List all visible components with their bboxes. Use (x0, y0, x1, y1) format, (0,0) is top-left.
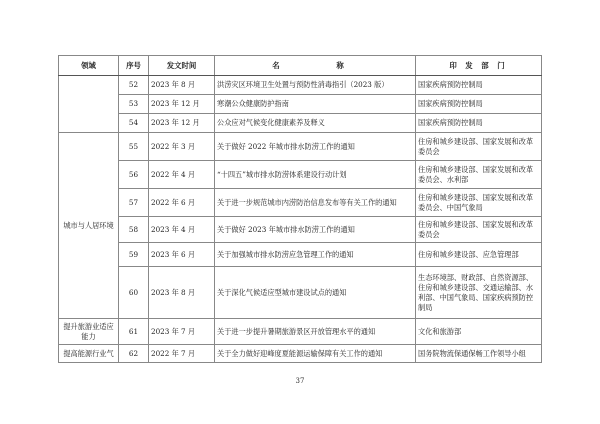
number-cell: 54 (119, 114, 149, 133)
department-cell: 文化和旅游部 (416, 319, 542, 345)
date-cell: 2023 年 8 月 (149, 267, 215, 319)
table-row (59, 133, 542, 161)
domain-cell: 城市与人居环境 (59, 133, 119, 319)
number-cell: 57 (119, 189, 149, 217)
table-row (59, 95, 542, 114)
date-cell: 2022 年 7 月 (149, 345, 215, 363)
department-cell: 住房和城乡建设部、国家发展和改革委员会、水利部 (416, 161, 542, 189)
number-cell: 52 (119, 76, 149, 95)
policy-table (58, 55, 542, 363)
domain-cell: 提高能源行业气 (59, 345, 119, 363)
title-cell: 关于做好 2022 年城市排水防涝工作的通知 (215, 133, 416, 161)
department-cell: 国家疾病预防控制局 (416, 76, 542, 95)
title-cell: 关于进一步规范城市内涝防治信息发布等有关工作的通知 (215, 189, 416, 217)
header-date: 发文时间 (149, 56, 215, 76)
date-cell: 2023 年 8 月 (149, 76, 215, 95)
date-cell: 2022 年 4 月 (149, 161, 215, 189)
title-cell: 关于进一步提升暑期旅游景区开放管理水平的通知 (215, 319, 416, 345)
department-cell: 国家疾病预防控制局 (416, 95, 542, 114)
title-cell: 关于全力做好迎峰度夏能源运输保障有关工作的通知 (215, 345, 416, 363)
title-cell: “十四五”城市排水防涝体系建设行动计划 (215, 161, 416, 189)
number-cell: 58 (119, 217, 149, 243)
number-cell: 56 (119, 161, 149, 189)
title-cell: 关于深化气候适应型城市建设试点的通知 (215, 267, 416, 319)
date-cell: 2023 年 12 月 (149, 114, 215, 133)
title-cell: 洪涝灾区环境卫生处置与预防性消毒指引（2023 版） (215, 76, 416, 95)
header-department: 印 发 部 门 (416, 56, 542, 76)
header-title: 名 称 (215, 56, 416, 76)
table-row (59, 217, 542, 243)
department-cell: 住房和城乡建设部、应急管理部 (416, 243, 542, 267)
domain-cell: 提升旅游业适应能力 (59, 319, 119, 345)
number-cell: 61 (119, 319, 149, 345)
department-cell: 住房和城乡建设部、国家发展和改革委员会 (416, 133, 542, 161)
number-cell: 62 (119, 345, 149, 363)
number-cell: 59 (119, 243, 149, 267)
title-cell: 关于做好 2023 年城市排水防涝工作的通知 (215, 217, 416, 243)
table-header-row (59, 56, 542, 76)
table-row (59, 76, 542, 95)
number-cell: 55 (119, 133, 149, 161)
number-cell: 60 (119, 267, 149, 319)
table-row (59, 189, 542, 217)
department-cell: 国家疾病预防控制局 (416, 114, 542, 133)
page-number: 37 (295, 377, 305, 385)
date-cell: 2023 年 12 月 (149, 95, 215, 114)
title-cell: 关于加强城市排水防涝应急管理工作的通知 (215, 243, 416, 267)
header-domain: 领域 (59, 56, 119, 76)
department-cell: 国务院物流保通保畅工作领导小组 (416, 345, 542, 363)
date-cell: 2023 年 6 月 (149, 243, 215, 267)
table-row (59, 319, 542, 345)
date-cell: 2023 年 4 月 (149, 217, 215, 243)
table-row (59, 161, 542, 189)
table-row (59, 267, 542, 319)
title-cell: 公众应对气候变化健康素养及释义 (215, 114, 416, 133)
date-cell: 2023 年 7 月 (149, 319, 215, 345)
table-row (59, 345, 542, 363)
header-number: 序号 (119, 56, 149, 76)
department-cell: 住房和城乡建设部、国家发展和改革委员会、中国气象局 (416, 189, 542, 217)
number-cell: 53 (119, 95, 149, 114)
date-cell: 2022 年 3 月 (149, 133, 215, 161)
title-cell: 寒潮公众健康防护指南 (215, 95, 416, 114)
department-cell: 住房和城乡建设部、国家发展和改革委员会 (416, 217, 542, 243)
table-row (59, 114, 542, 133)
date-cell: 2022 年 6 月 (149, 189, 215, 217)
department-cell: 生态环境部、财政部、自然资源部、住房和城乡建设部、交通运输部、水利部、中国气象局、国家疾病预防控制局 (416, 267, 542, 319)
domain-cell (59, 76, 119, 133)
table-row (59, 243, 542, 267)
